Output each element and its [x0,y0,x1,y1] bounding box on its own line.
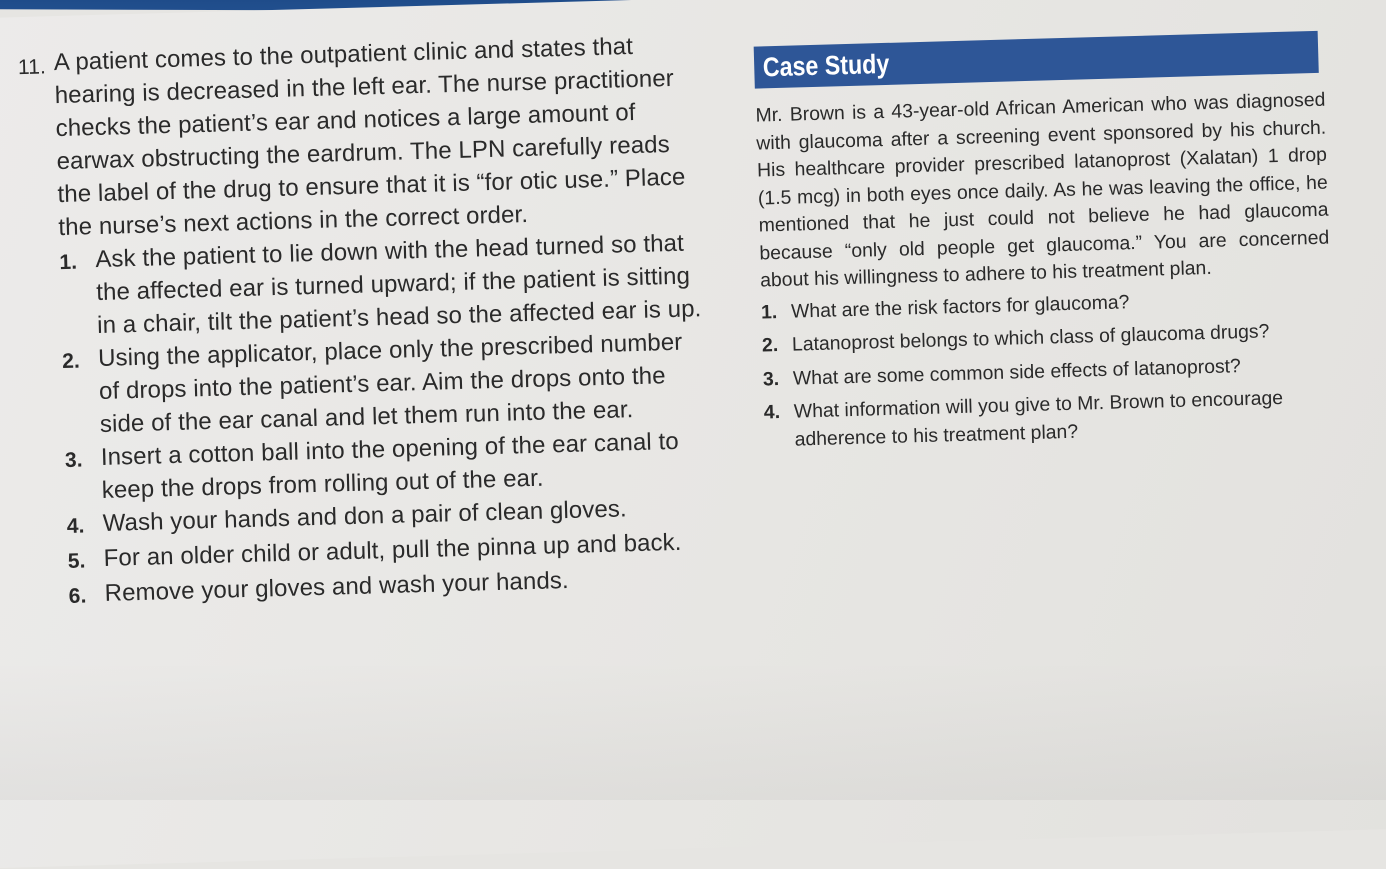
step-number: 3. [64,448,83,472]
question-11-block [17,28,713,614]
action-steps-list [23,226,713,614]
step-number: 5. [67,549,86,573]
step-text: For an older child or adult, pull the pinna up and back. [103,528,682,572]
list-item [62,325,709,442]
question-stem: A patient comes to the outpatient clinic and states that hearing is decreased in the left ear. The nurse practitioner checks the patient’s ear and notices a large amount of earwax obstructing the eardrum. The LPN carefully reads the label of the drug to ensure that it is “for otic use.” Place the nurse’s next actions in the correct order. [53,32,686,242]
question-number: 11. [17,55,47,80]
step-number: 6. [68,584,87,608]
case-question-text: What are some common side effects of latanoprost? [792,354,1242,390]
case-question-text: What information will you give to Mr. Brown to encourage adherence to his treatment plan? [793,386,1284,451]
case-question-number: 3. [762,367,780,390]
case-question-number: 4. [763,401,781,424]
question-stem-row [17,28,702,245]
step-text: Using the applicator, place only the prescribed number of drops into the patient’s ear. Aim the drops onto the side of the ear canal and let them run into the ear. [97,328,683,438]
step-number: 4. [66,514,85,538]
list-item [764,384,1335,455]
list-item [59,226,706,343]
case-study-questions [761,283,1335,454]
case-study-body: Mr. Brown is a 43-year-old African American who was diagnosed with glaucoma after a screening event sponsored by his church. His healthcare provider prescribed latanoprost (Xalatan) 1 drop (1.5 mcg) in both eyes once daily. As he was leaving the office, he mentioned that he just could not believe he had glaucoma because “only old people get glaucoma.” You are concerned about his willingness to adhere to his treatment plan. [755,88,1330,292]
case-question-text: What are the risk factors for glaucoma? [790,290,1130,323]
step-number: 2. [61,349,81,374]
step-number: 1. [59,250,78,275]
case-question-number: 2. [761,334,779,357]
case-study-box [754,31,1335,461]
step-text: Remove your gloves and wash your hands. [104,566,570,607]
case-study-header: Case Study [754,31,1319,89]
case-question-number: 1. [760,300,778,323]
step-text: Ask the patient to lie down with the head turned so that the affected ear is turned upward; if the patient is sitting in a chair, tilt the patient’s head so the affected ear is up. [94,229,702,340]
step-text: Wash your hands and don a pair of clean gloves. [102,495,628,537]
case-question-text: Latanoprost belongs to which class of glaucoma drugs? [791,320,1270,356]
step-text: Insert a cotton ball into the opening of the ear canal to keep the drops from rolling out of the ear. [100,427,680,504]
